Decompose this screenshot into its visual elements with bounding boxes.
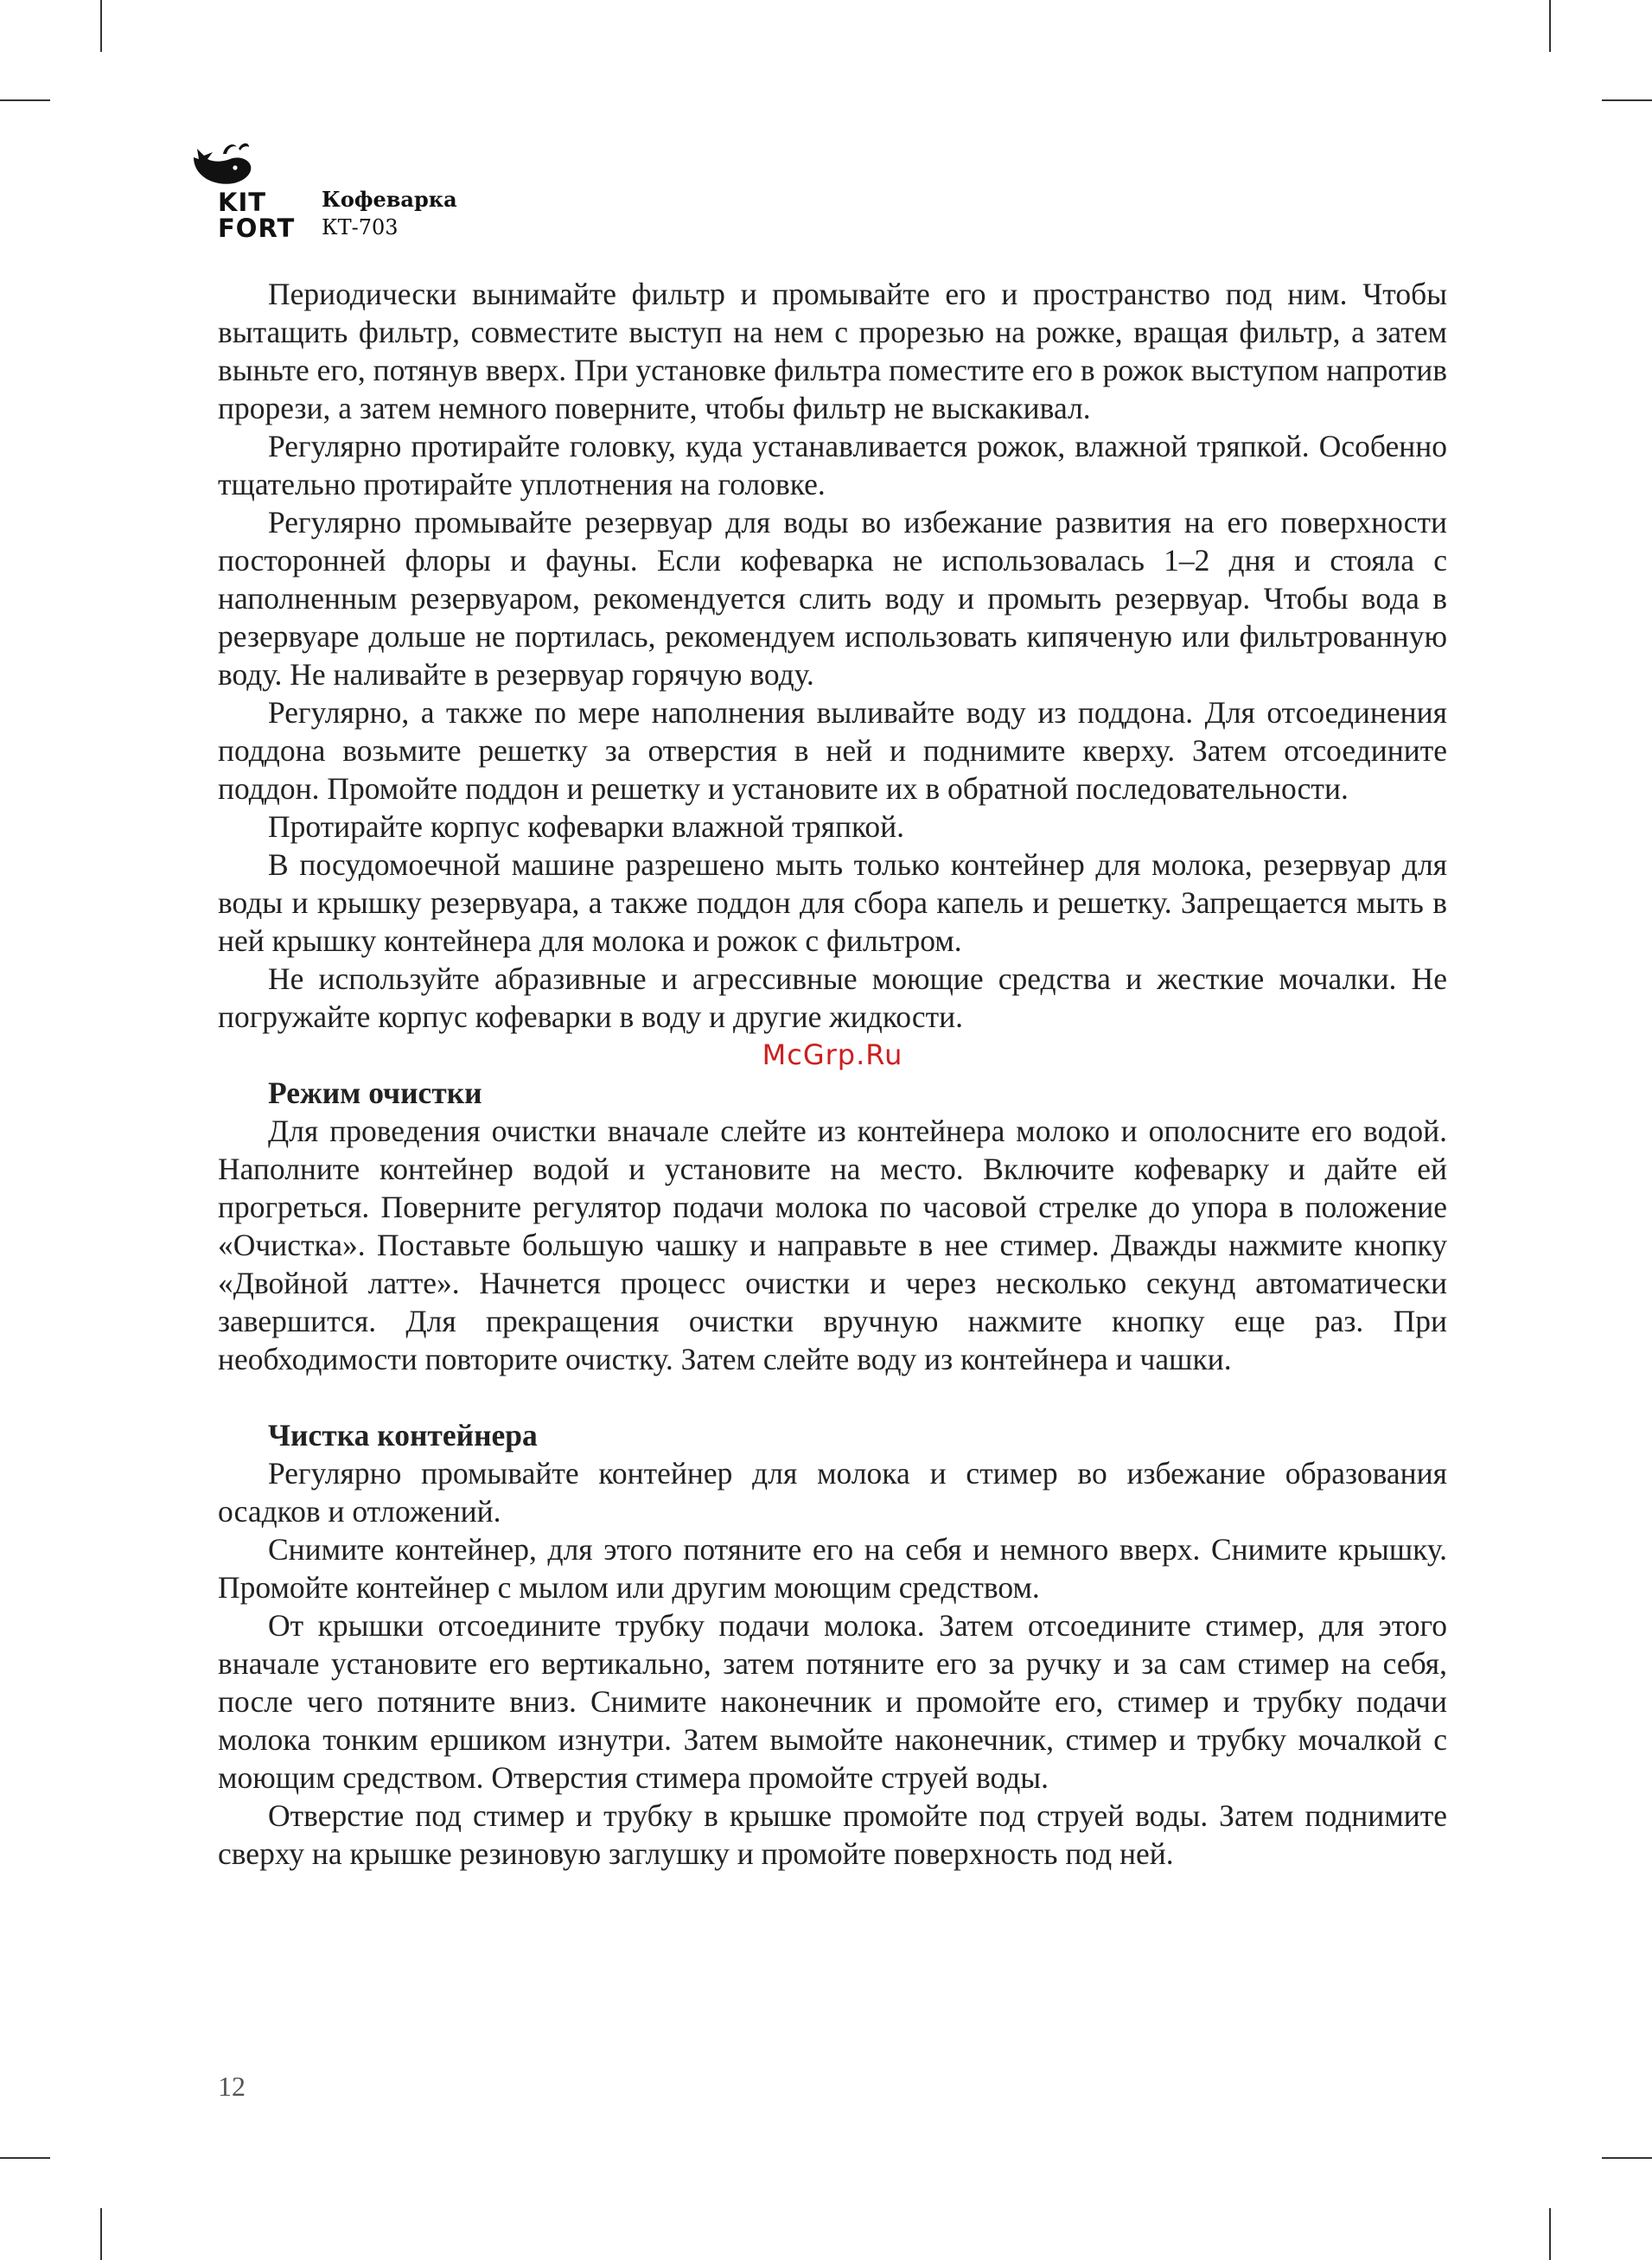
page-content (218, 275, 1447, 1873)
header-model: КТ-703 (322, 215, 399, 239)
crop-mark-top-left (100, 0, 102, 52)
paragraph: Для проведения очистки вначале слейте из контейнера молоко и ополосните его водой. Наполните контейнер водой и установите на место. Включите кофеварку и дайте ей прогреться. Поверните регулятор подачи молока по часовой стрелке до упора в положение «Очистка». Поставьте большую чашку и направьте в нее стимер. Дважды нажмите кнопку «Двойной латте». Начнется процесс очистки и через несколько секунд автоматически завершится. Для прекращения очистки вручную нажмите кнопку еще раз. При необходимости повторите очистку. Затем слейте воду из контейнера и чашки. (218, 1114, 1447, 1376)
section-heading-container-cleaning: Чистка контейнера (268, 1418, 538, 1452)
paragraph: Протирайте корпус кофеварки влажной тряпкой. (268, 809, 905, 844)
paragraph: Регулярно промывайте резервуар для воды во избежание развития на его поверхности посторонней флоры и фауны. Если кофеварка не использовалась 1–2 дня и стояла с наполненным резервуаром, рекомендуется слить воду и промыть резервуар. Чтобы вода в резервуаре дольше не портилась, рекомендуем использовать кипяченую или фильтрованную воду. Не наливайте в резервуар горячую воду. (218, 505, 1447, 692)
crop-mark-bottom-left (100, 2208, 102, 2260)
paragraph: Регулярно промывайте контейнер для молока и стимер во избежание образования осадков и отложений. (218, 1456, 1447, 1529)
paragraph: Снимите контейнер, для этого потяните его на себя и немного вверх. Снимите крышку. Промойте контейнер с мылом или другим моющим средством. (218, 1532, 1447, 1605)
paragraph: Отверстие под стимер и трубку в крышке промойте под струей воды. Затем поднимите сверху на крышке резиновую заглушку и промойте поверхность под ней. (218, 1798, 1447, 1871)
paragraph: Регулярно протирайте головку, куда устанавливается рожок, влажной тряпкой. Особенно тщательно протирайте уплотнения на головке. (218, 429, 1447, 501)
brand-line-2: FORT (218, 214, 296, 243)
spacer (218, 1378, 1447, 1416)
paragraph: Регулярно, а также по мере наполнения выливайте воду из поддона. Для отсоединения поддона возьмите решетку за отверстия в ней и поднимите кверху. Затем отсоедините поддон. Промойте поддон и решетку и установите их в обратной последовательности. (218, 695, 1447, 806)
crop-mark-top-right (1549, 0, 1551, 52)
section-heading-cleaning-mode: Режим очистки (268, 1076, 482, 1110)
crop-mark-bottom-right (1549, 2208, 1551, 2260)
paragraph: В посудомоечной машине разрешено мыть только контейнер для молока, резервуар для воды и крышку резервуара, а также поддон для сбора капель и решетку. Запрещается мыть в ней крышку контейнера для молока и рожок с фильтром. (218, 847, 1447, 958)
crop-mark-right-top (1602, 99, 1652, 101)
paragraph: Не используйте абразивные и агрессивные моющие средства и жесткие мочалки. Не погружайте корпус кофеварки в воду и другие жидкости. (218, 961, 1447, 1034)
watermark-link[interactable]: McGrp.Ru (762, 1038, 903, 1071)
crop-mark-left-top (0, 99, 50, 101)
crop-mark-left-bottom (0, 2157, 50, 2159)
paragraph: Периодически вынимайте фильтр и промывайте его и пространство под ним. Чтобы вытащить фильтр, совместите выступ на нем с прорезью на рожке, вращая фильтр, а затем выньте его, потянув вверх. При установке фильтра поместите его в рожок выступом напротив прорези, а затем немного поверните, чтобы фильтр не выскакивал. (218, 277, 1447, 425)
brand-logo-text (218, 190, 295, 242)
page-number: 12 (218, 2071, 246, 2102)
brand-line-1: KIT (218, 188, 267, 217)
header-title: Кофеварка (322, 187, 457, 212)
crop-mark-right-bottom (1602, 2157, 1652, 2159)
paragraph: От крышки отсоедините трубку подачи молока. Затем отсоедините стимер, для этого вначале установите его вертикально, затем потяните его за ручку и за сам стимер на себя, после чего потяните вниз. Снимите наконечник и промойте его, стимер и трубку подачи молока тонким ершиком изнутри. Затем вымойте наконечник, стимер и трубку мочалкой с моющим средством. Отверстия стимера промойте струей воды. (218, 1608, 1447, 1795)
